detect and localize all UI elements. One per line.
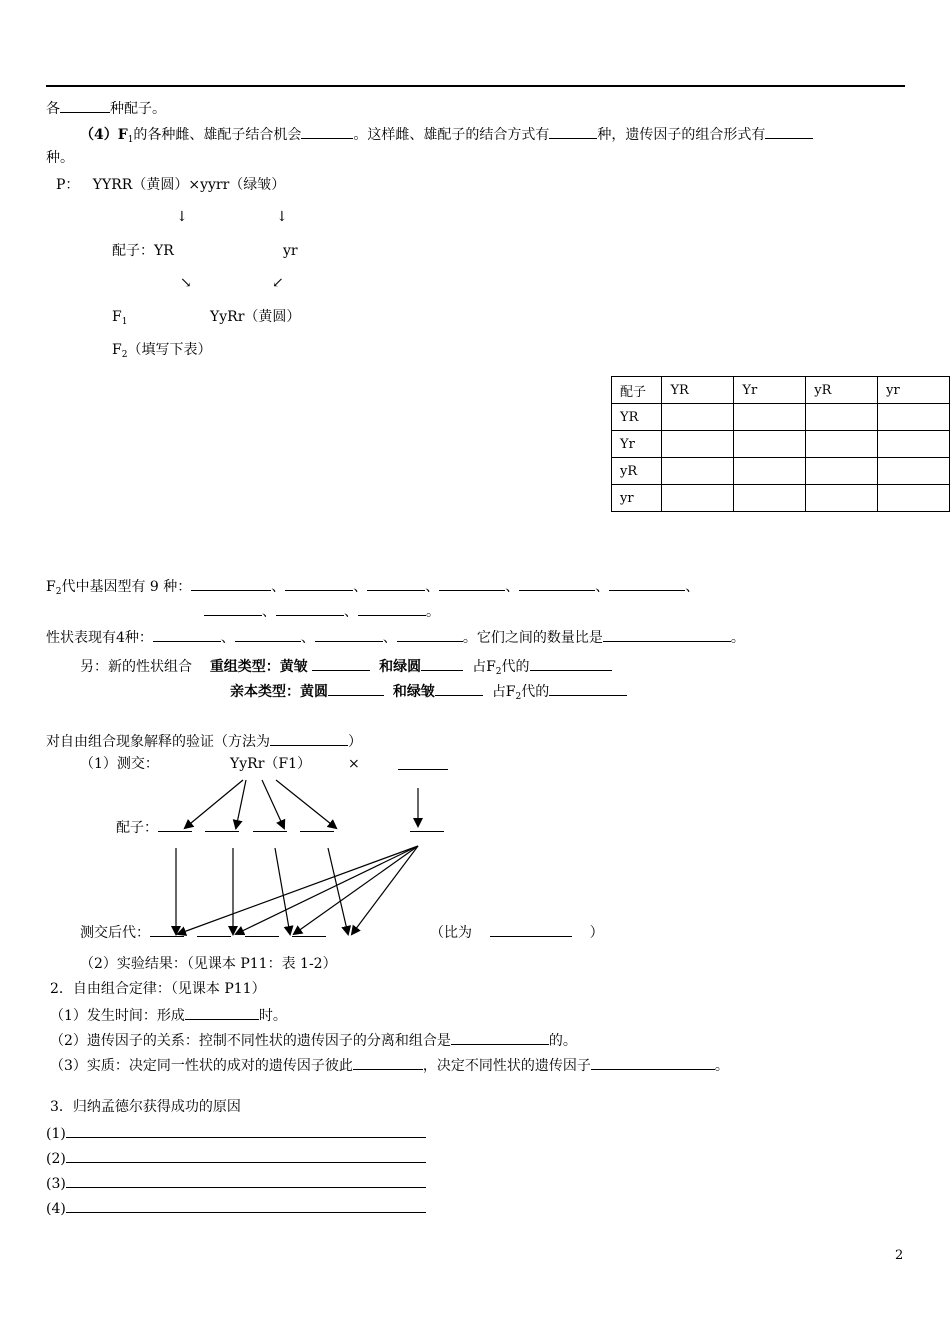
gamete-kind-line: 各 种配子。	[46, 98, 166, 118]
arrow-partner-offspring-1	[178, 846, 418, 934]
parent-cross-line: P： YYRR（黄圆）×yyrr（绿皱）	[56, 177, 286, 193]
testcross-offspring-line: 测交后代：	[80, 922, 326, 942]
law-time-line: （1）发生时间：形成 时。	[50, 1005, 287, 1025]
punnett-col-header: YR	[662, 377, 734, 404]
down-arrow-icon: ↓	[276, 209, 288, 225]
punnett-col-header: yr	[878, 377, 950, 404]
punnett-row-header: Yr	[612, 431, 662, 458]
arrow-gamete-1	[185, 780, 243, 828]
testcross-f1: YyRr（F1）	[230, 756, 312, 772]
offspring-ratio: （比为 ）	[430, 922, 604, 942]
punnett-col-header: yR	[806, 377, 878, 404]
reason-line: (1)	[46, 1123, 426, 1143]
page-number: 2	[895, 1248, 904, 1263]
f1-label: $F_1$	[112, 309, 128, 327]
punnett-row-header: yR	[612, 458, 662, 485]
blank-offspring[interactable]	[292, 922, 326, 937]
reason-line: (2)	[46, 1148, 426, 1168]
arrow-gamete-4	[276, 780, 336, 828]
reasons-title: 3．归纳孟德尔获得成功的原因	[50, 1099, 241, 1115]
punnett-row-header: YR	[612, 404, 662, 431]
reason-line: (4)	[46, 1198, 426, 1218]
testcross-gametes-line: 配子：	[116, 817, 334, 837]
verification-title: 对自由组合现象解释的验证（方法为 ）	[46, 731, 362, 751]
blank-offspring[interactable]	[245, 922, 279, 937]
blank-reason[interactable]	[66, 1123, 426, 1138]
arrow-gamete-3	[262, 780, 284, 828]
parent-gamete-right: yr	[283, 243, 298, 259]
law-relation-line: （2）遗传因子的关系：控制不同性状的遗传因子的分离和组合是 的。	[50, 1030, 577, 1050]
law-title: 2．自由组合定律：（见课本 P11）	[50, 981, 266, 997]
law-essence-line: （3）实质：决定同一性状的成对的遗传因子彼此 ，决定不同性状的遗传因子 。	[50, 1055, 729, 1075]
parent-gamete-left: 配子：YR	[112, 243, 174, 259]
combination-question-line: $(4)F_1$的各种雌、雄配子结合机会 。这样雌、雄配子的结合方式有 种，遗传因子的组合形式有	[80, 124, 813, 146]
arrow-offspring-4	[328, 848, 348, 934]
blank-reason[interactable]	[66, 1173, 426, 1188]
f2-label: $F_2$（填写下表）	[112, 342, 212, 360]
recombination-line: 另：新的性状组合 重组类型：黄皱 和绿圆 占$F_2$代的	[80, 656, 612, 678]
blank-reason[interactable]	[66, 1198, 426, 1213]
blank-essence-different[interactable]	[591, 1055, 715, 1070]
arrow-partner-offspring-2	[236, 846, 418, 934]
blank-offspring-ratio[interactable]	[490, 922, 572, 937]
blank-essence-same[interactable]	[353, 1055, 423, 1070]
punnett-corner: 配子	[612, 377, 662, 404]
arrow-southwest-icon: ↙	[272, 275, 284, 291]
blank-occurrence-time[interactable]	[185, 1005, 259, 1020]
cross-symbol: ×	[348, 756, 360, 772]
reason-line: (3)	[46, 1173, 426, 1193]
punnett-row-header: yr	[612, 485, 662, 512]
arrow-partner-offspring-4	[352, 846, 418, 934]
arrow-southeast-icon: ↘	[180, 275, 192, 291]
blank-relation[interactable]	[451, 1030, 549, 1045]
f2-genotype-line-2: 、 、 。	[204, 601, 440, 621]
punnett-col-header: Yr	[734, 377, 806, 404]
arrow-partner-offspring-3	[294, 846, 418, 934]
f2-genotype-line: $F_2$代中基因型有 9 种： 、 、 、 、 、 、	[46, 576, 699, 598]
blank-offspring[interactable]	[150, 922, 184, 937]
testcross-label: （1）测交：	[80, 756, 159, 772]
line3-text: 种。	[46, 150, 74, 166]
down-arrow-icon: ↓	[176, 209, 188, 225]
arrow-gamete-2	[236, 780, 246, 828]
f1-genotype: YyRr（黄圆）	[210, 309, 301, 325]
parental-type-line: 亲本类型：黄圆 和绿皱 占$F_2$代的	[230, 681, 627, 703]
experiment-result: （2）实验结果：（见课本 P11：表 1-2）	[80, 956, 337, 972]
blank-reason[interactable]	[66, 1148, 426, 1163]
blank-offspring[interactable]	[197, 922, 231, 937]
phenotype-line: 性状表现有4种： 、 、 、 。它们之间的数量比是 。	[46, 627, 745, 647]
